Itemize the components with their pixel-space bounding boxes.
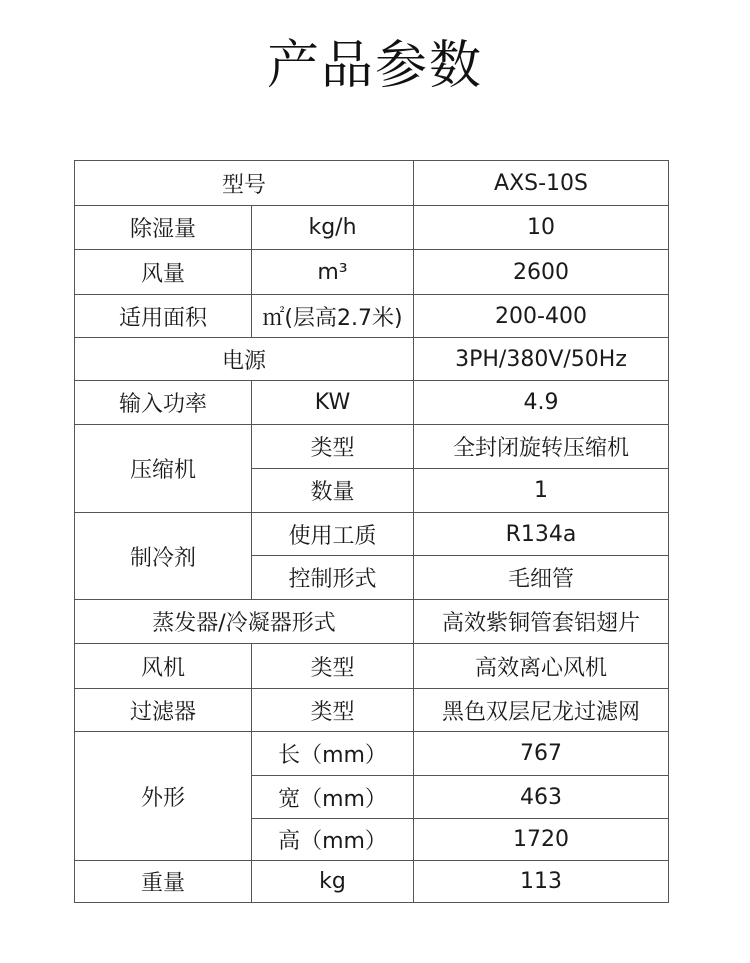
area-label: 适用面积 <box>75 295 252 338</box>
filter-label: 过滤器 <box>75 689 252 732</box>
table-row <box>75 861 669 903</box>
weight-unit: kg <box>252 861 414 903</box>
table-row <box>75 689 669 732</box>
refrigerant-control-label: 控制形式 <box>252 556 414 600</box>
table-row <box>75 732 669 776</box>
filter-type-label: 类型 <box>252 689 414 732</box>
dehumid-unit: kg/h <box>252 206 414 250</box>
evaporator-label: 蒸发器/冷凝器形式 <box>75 600 414 644</box>
width-value: 463 <box>414 776 669 819</box>
filter-type-value: 黑色双层尼龙过滤网 <box>414 689 669 732</box>
area-value: 200-400 <box>414 295 669 338</box>
compressor-type-value: 全封闭旋转压缩机 <box>414 425 669 469</box>
table-row <box>75 600 669 644</box>
dehumid-value: 10 <box>414 206 669 250</box>
weight-value: 113 <box>414 861 669 903</box>
input-value: 4.9 <box>414 381 669 425</box>
table-row <box>75 295 669 338</box>
dehumid-label: 除湿量 <box>75 206 252 250</box>
table-row <box>75 161 669 206</box>
height-value: 1720 <box>414 819 669 861</box>
height-label: 高（mm） <box>252 819 414 861</box>
spec-table <box>74 160 669 903</box>
table-row <box>75 338 669 381</box>
airflow-value: 2600 <box>414 250 669 295</box>
power-label: 电源 <box>75 338 414 381</box>
refrigerant-control-value: 毛细管 <box>414 556 669 600</box>
page-title: 产品参数 <box>266 36 483 96</box>
fan-label: 风机 <box>75 644 252 689</box>
table-row <box>75 513 669 556</box>
airflow-unit: m³ <box>252 250 414 295</box>
fan-type-value: 高效离心风机 <box>414 644 669 689</box>
table-row <box>75 425 669 469</box>
area-unit: ㎡(层高2.7米) <box>252 295 414 338</box>
table-row <box>75 250 669 295</box>
compressor-qty-value: 1 <box>414 469 669 513</box>
compressor-type-label: 类型 <box>252 425 414 469</box>
compressor-label: 压缩机 <box>75 425 252 513</box>
refrigerant-label: 制冷剂 <box>75 513 252 600</box>
evaporator-value: 高效紫铜管套铝翅片 <box>414 600 669 644</box>
fan-type-label: 类型 <box>252 644 414 689</box>
width-label: 宽（mm） <box>252 776 414 819</box>
input-unit: KW <box>252 381 414 425</box>
refrigerant-medium-label: 使用工质 <box>252 513 414 556</box>
table-row <box>75 381 669 425</box>
power-value: 3PH/380V/50Hz <box>414 338 669 381</box>
compressor-qty-label: 数量 <box>252 469 414 513</box>
length-label: 长（mm） <box>252 732 414 776</box>
length-value: 767 <box>414 732 669 776</box>
input-label: 输入功率 <box>75 381 252 425</box>
airflow-label: 风量 <box>75 250 252 295</box>
table-row <box>75 644 669 689</box>
refrigerant-medium-value: R134a <box>414 513 669 556</box>
model-value: AXS-10S <box>414 161 669 206</box>
weight-label: 重量 <box>75 861 252 903</box>
dimension-label: 外形 <box>75 732 252 861</box>
table-row <box>75 206 669 250</box>
model-label: 型号 <box>75 161 414 206</box>
